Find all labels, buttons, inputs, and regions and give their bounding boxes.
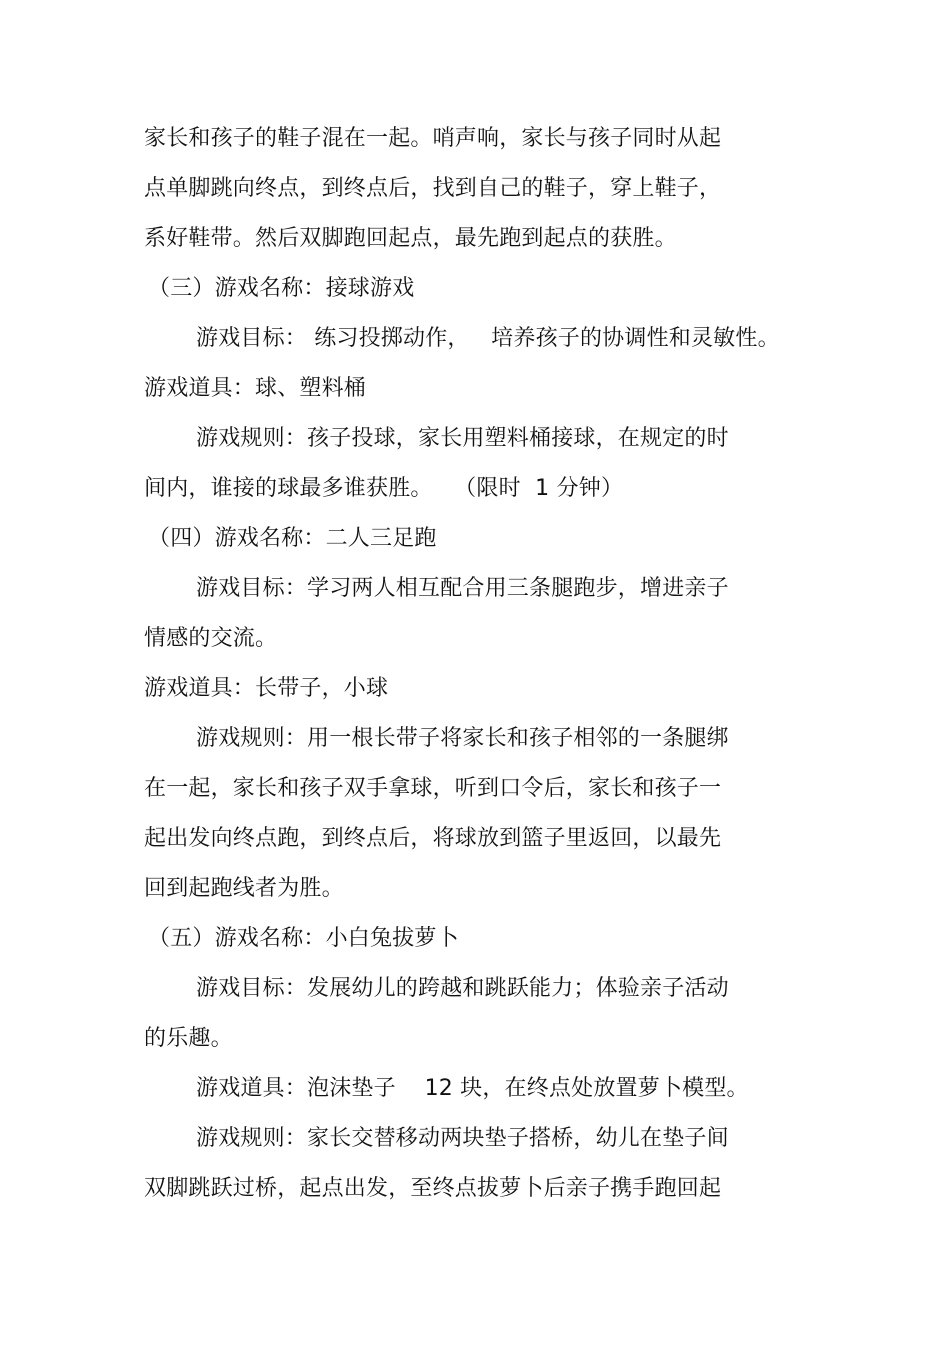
section-heading-5: （五）游戏名称：小白兔拔萝卜 [148, 926, 459, 951]
text-line: 游戏目标： 练习投掷动作， 培养孩子的协调性和灵敏性。 [196, 326, 780, 351]
text-line: 系好鞋带。然后双脚跑回起点，最先跑到起点的获胜。 [144, 226, 677, 251]
text-line: 情感的交流。 [144, 626, 278, 651]
text-line: 游戏目标：学习两人相互配合用三条腿跑步，增进亲子 [196, 576, 729, 601]
text-line: 在一起，家长和孩子双手拿球，听到口令后，家长和孩子一 [144, 776, 722, 801]
text-line: 家长和孩子的鞋子混在一起。哨声响，家长与孩子同时从起 [144, 126, 722, 151]
text-line: 的乐趣。 [144, 1026, 233, 1051]
text-line: 起出发向终点跑，到终点后，将球放到篮子里返回，以最先 [144, 826, 722, 851]
text-line: 间内，谁接的球最多谁获胜。 （限时 1 分钟） [144, 476, 624, 501]
text-line: 游戏规则：孩子投球，家长用塑料桶接球，在规定的时 [196, 426, 729, 451]
text-line: 双脚跳跃过桥，起点出发，至终点拔萝卜后亲子携手跑回起 [144, 1176, 722, 1201]
text-line: 游戏道具：球、塑料桶 [144, 376, 367, 401]
text-line: 游戏道具：泡沫垫子 12 块，在终点处放置萝卜模型。 [196, 1076, 749, 1101]
text-line: 回到起跑线者为胜。 [144, 876, 344, 901]
section-heading-3: （三）游戏名称：接球游戏 [148, 276, 415, 301]
text-line: 游戏道具：长带子，小球 [144, 676, 389, 701]
text-line: 游戏规则：家长交替移动两块垫子搭桥，幼儿在垫子间 [196, 1126, 729, 1151]
section-heading-4: （四）游戏名称：二人三足跑 [148, 526, 437, 551]
text-line: 点单脚跳向终点，到终点后，找到自己的鞋子，穿上鞋子， [144, 176, 722, 201]
text-line: 游戏规则：用一根长带子将家长和孩子相邻的一条腿绑 [196, 726, 729, 751]
text-line: 游戏目标：发展幼儿的跨越和跳跃能力；体验亲子活动 [196, 976, 729, 1001]
